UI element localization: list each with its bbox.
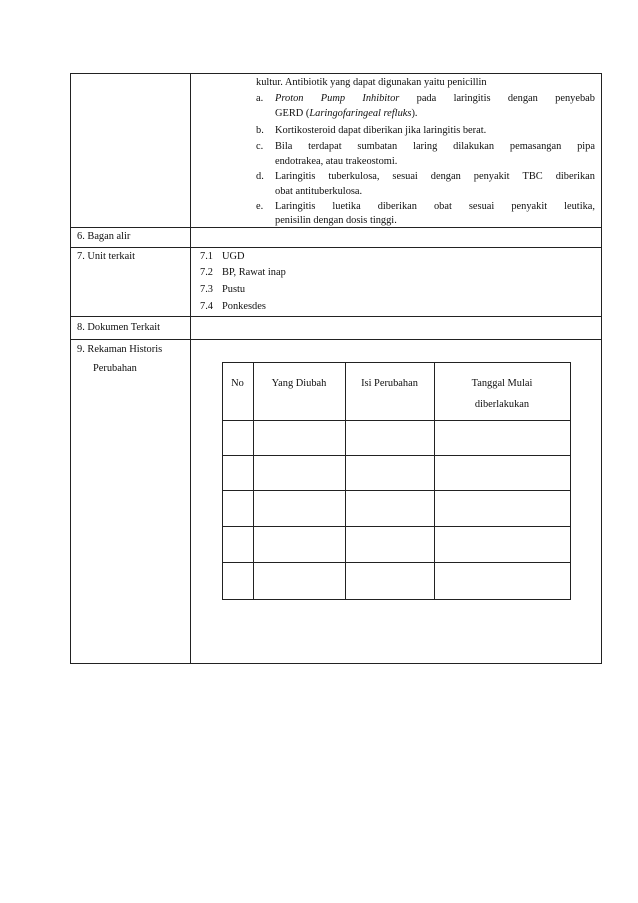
word: terdapat [308,141,342,152]
unit-num: 7.1 [200,251,213,262]
word: pada [416,93,437,104]
unit-name: UGD [222,251,245,262]
word: dengan [507,93,538,104]
frame-bottom [70,663,601,664]
word: sesuai [468,201,495,212]
italic-term: Proton [275,93,304,104]
unit-num: 7.3 [200,284,213,295]
table-line [222,362,223,599]
word: Laringitis [275,201,316,212]
section8-label: 8. Dokumen Terkait [77,322,161,333]
text: GERD ( [275,108,310,119]
word: penyebab [555,93,595,104]
section5-intro: kultur. Antibiotik yang dapat digunakan yaitu penicillin [256,77,487,88]
word: sesuai [392,171,418,182]
table-header-yang-diubah: Yang Diubah [271,378,327,389]
list-item-e-line1 [275,200,595,213]
table-header-no: No [231,378,244,389]
unit-name: BP, Rawat inap [222,267,286,278]
table-header-isi-perubahan: Isi Perubahan [361,378,418,389]
word: obat [433,201,452,212]
list-item-a-line1 [275,92,595,105]
unit-name: Pustu [222,284,246,295]
italic-term: Laringofaringeal refluks [309,108,412,119]
table-header-tanggal-line1: Tanggal Mulai [471,378,533,389]
word: diberikan [377,201,417,212]
table-line [570,362,571,599]
table-header-tanggal-line2: diberlakukan [474,399,530,410]
list-item-d-line1 [275,170,595,183]
section9-label-line2: Perubahan [93,363,137,374]
list-marker-a: a. [256,93,264,104]
row-sep-9 [70,339,601,340]
word: Bila [275,141,293,152]
word: dilakukan [453,141,495,152]
word: Laringitis [275,171,316,182]
row-sep-7 [70,247,601,248]
word: TBC [522,171,543,182]
list-item-b-line1: Kortikosteroid dapat diberikan jika laringitis berat. [275,125,487,136]
table-line [222,420,571,421]
word: penyakit [473,171,510,182]
list-marker-e: e. [256,201,264,212]
italic-term: Pump [320,93,346,104]
list-item-c-line1 [275,140,595,153]
list-item-a-line2 [275,107,418,120]
table-line [222,490,571,491]
word: pemasangan [509,141,562,152]
unit-num: 7.4 [200,301,213,312]
word: tuberkulosa, [328,171,380,182]
frame-left [70,73,71,664]
word: luetika [332,201,361,212]
table-line [222,562,571,563]
table-line [222,455,571,456]
list-item-d-line2: obat antituberkulosa. [275,186,363,197]
section7-label: 7. Unit terkait [77,251,136,262]
word: sumbatan [357,141,398,152]
table-line [253,362,254,599]
word: pipa [577,141,595,152]
word: laring [413,141,438,152]
word: dengan [430,171,461,182]
unit-num: 7.2 [200,267,213,278]
section9-label-line1: 9. Rekaman Historis [77,344,163,355]
table-line [222,526,571,527]
list-item-c-line2: endotrakea, atau trakeostomi. [275,156,398,167]
table-line [222,599,571,600]
list-marker-c: c. [256,141,264,152]
section6-label: 6. Bagan alir [77,231,131,242]
table-line [222,362,571,363]
text: ). [411,108,418,119]
word: laringitis [453,93,491,104]
word: penyakit [511,201,548,212]
row-sep-8 [70,316,601,317]
frame-right [601,73,602,664]
word: leutika, [564,201,595,212]
table-line [345,362,346,599]
word: diberikan [555,171,595,182]
list-marker-d: d. [256,171,264,182]
frame-top [70,73,601,74]
unit-name: Ponkesdes [222,301,266,312]
frame-divider [190,73,191,664]
italic-term: Inhibitor [362,93,400,104]
row-sep-6 [70,227,601,228]
list-item-e-line2: penisilin dengan dosis tinggi. [275,215,397,226]
list-marker-b: b. [256,125,264,136]
